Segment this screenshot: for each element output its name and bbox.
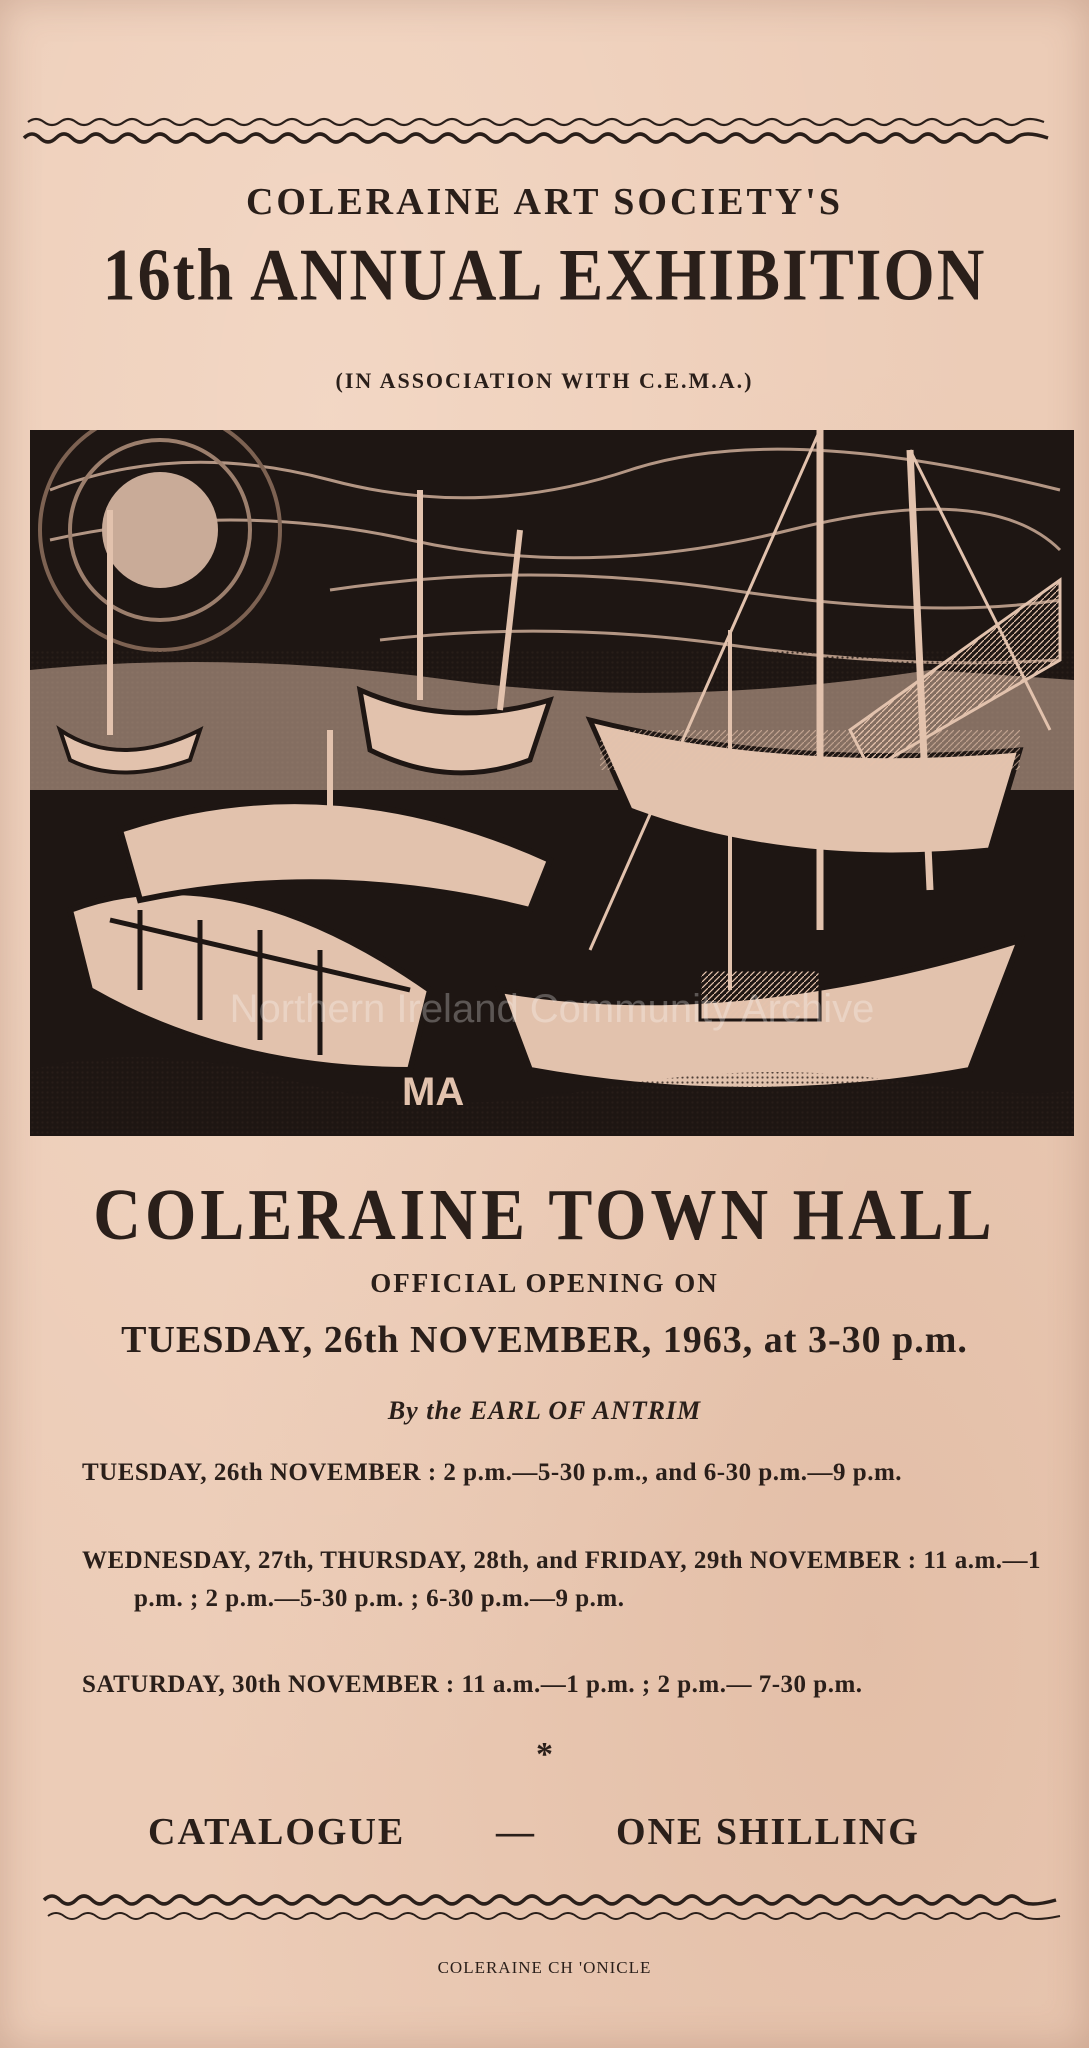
- exhibition-title: 16th ANNUAL EXHIBITION: [102, 234, 987, 317]
- bottom-wavy-rule: [0, 1890, 1089, 1926]
- schedule-wednesday-to-friday: WEDNESDAY, 27th, THURSDAY, 28th, and FRIDAY, 29th NOVEMBER : 11 a.m.—1 p.m. ; 2 p.m.—5-30 p.m. ; 6-30 p.m.—9 p.m.: [82, 1547, 1042, 1612]
- opening-label: OFFICIAL OPENING ON: [370, 1268, 719, 1298]
- association-note: (IN ASSOCIATION WITH C.E.M.A.): [335, 368, 754, 393]
- catalogue-label: CATALOGUE: [148, 1811, 406, 1853]
- artist-monogram: MA: [402, 1070, 465, 1114]
- schedule-tuesday: TUESDAY, 26th NOVEMBER : 2 p.m.—5-30 p.m., and 6-30 p.m.—9 p.m.: [82, 1459, 903, 1486]
- star-separator: *: [536, 1736, 553, 1773]
- organisation-name: COLERAINE ART SOCIETY'S: [245, 181, 843, 223]
- harbour-boats-woodcut-icon: [30, 430, 1074, 1136]
- archive-watermark: Northern Ireland Community Archive: [229, 987, 875, 1031]
- printer-credit: COLERAINE CH 'ONICLE: [437, 1958, 652, 1977]
- catalogue-price: ONE SHILLING: [616, 1811, 920, 1853]
- venue-title: COLERAINE TOWN HALL: [93, 1175, 996, 1256]
- top-wavy-rule: [0, 112, 1089, 148]
- schedule-saturday: SATURDAY, 30th NOVEMBER : 11 a.m.—1 p.m. ; 2 p.m.— 7-30 p.m.: [82, 1671, 863, 1698]
- opened-by: By the EARL OF ANTRIM: [387, 1396, 702, 1425]
- opening-date: TUESDAY, 26th NOVEMBER, 1963, at 3-30 p.m.: [121, 1319, 968, 1361]
- catalogue-dash: —: [496, 1811, 536, 1853]
